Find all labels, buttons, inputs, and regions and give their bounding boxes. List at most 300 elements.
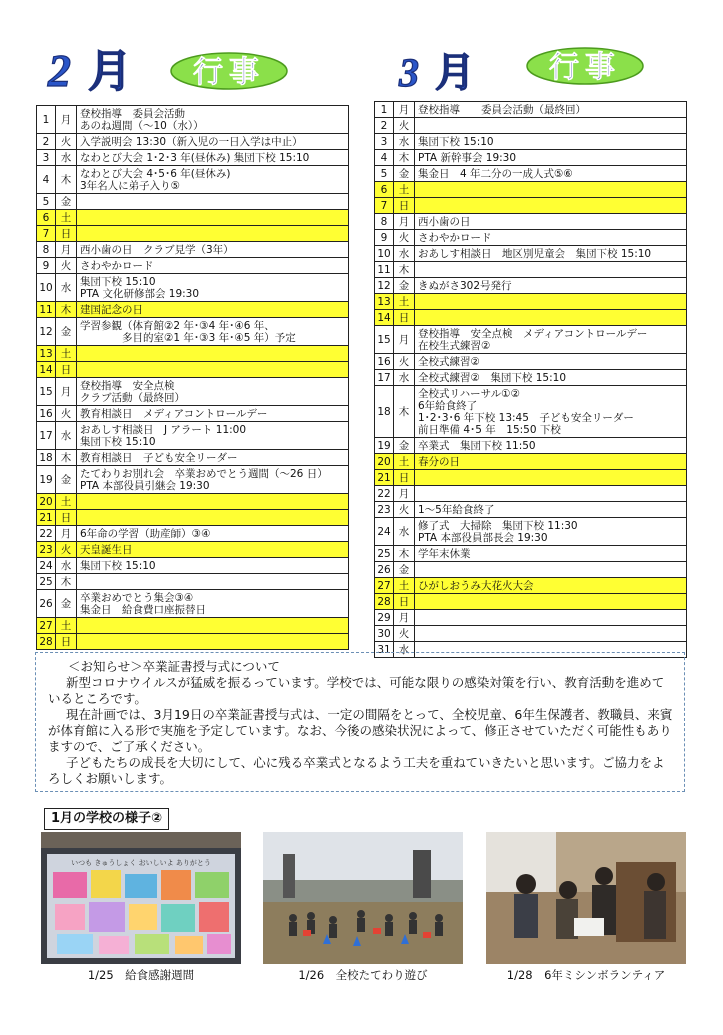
event-cell: [77, 346, 349, 362]
day-number: 21: [37, 510, 56, 526]
calendar-row: [37, 134, 349, 150]
weekday: 月: [394, 486, 415, 502]
march-calendar: [374, 101, 687, 658]
day-number: 30: [375, 626, 394, 642]
event-line: [418, 612, 683, 624]
event-line: 全校式練習②: [418, 355, 480, 368]
weekday: 火: [394, 118, 415, 134]
weekday: 水: [394, 642, 415, 658]
calendar-row: [37, 274, 349, 302]
event-line: なわとび大会 4･5･6 年(昼休み): [80, 167, 231, 180]
calendar-row: [37, 194, 349, 210]
event-line: 1～5年給食終了: [418, 503, 495, 516]
weekday: 土: [394, 294, 415, 310]
calendar-row: [375, 150, 687, 166]
photo-sewing-volunteer: [486, 832, 686, 964]
event-cell: [415, 578, 687, 594]
event-line: 教育相談日 子ども安全リーダー: [80, 451, 238, 464]
event-cell: [415, 562, 687, 578]
weekday: 月: [56, 526, 77, 542]
event-line: PTA 新幹事会 19:30: [418, 151, 517, 164]
mar-heading-number: 3: [399, 50, 419, 94]
event-cell: [77, 302, 349, 318]
march-heading: [395, 44, 655, 94]
event-line: [418, 200, 683, 212]
event-cell: [415, 182, 687, 198]
event-line: 教育相談日 メディアコントロールデー: [80, 407, 268, 420]
event-cell: [77, 558, 349, 574]
day-number: 12: [37, 318, 56, 346]
day-number: 13: [37, 346, 56, 362]
day-number: 23: [37, 542, 56, 558]
calendar-row: [37, 526, 349, 542]
event-cell: [77, 634, 349, 650]
calendar-row: [375, 198, 687, 214]
day-number: 22: [375, 486, 394, 502]
calendar-row: [375, 386, 687, 438]
weekday: 木: [56, 166, 77, 194]
feb-heading-number: 2: [48, 45, 71, 94]
weekday: 月: [394, 326, 415, 354]
event-line: きぬがさ302号発行: [418, 279, 512, 292]
day-number: 6: [375, 182, 394, 198]
event-line: 西小歯の日 クラブ見学（3年）: [80, 243, 234, 256]
weekday: 日: [394, 310, 415, 326]
day-number: 25: [375, 546, 394, 562]
day-number: 16: [37, 406, 56, 422]
event-cell: [415, 594, 687, 610]
calendar-row: [375, 118, 687, 134]
day-number: 28: [37, 634, 56, 650]
event-cell: [77, 378, 349, 406]
event-line: 集金日 給食費口座振替日: [80, 603, 206, 616]
event-line: [418, 472, 683, 484]
event-line: [80, 228, 345, 240]
calendar-row: [37, 574, 349, 590]
event-line: [80, 196, 345, 208]
day-number: 8: [375, 214, 394, 230]
calendar-row: [37, 406, 349, 422]
day-number: 20: [375, 454, 394, 470]
weekday: 土: [394, 578, 415, 594]
event-cell: [77, 494, 349, 510]
calendar-row: [375, 326, 687, 354]
event-line: 天皇誕生日: [80, 543, 133, 556]
event-line: [80, 348, 345, 360]
calendar-row: [375, 134, 687, 150]
event-cell: [77, 242, 349, 258]
calendar-row: [375, 486, 687, 502]
day-number: 29: [375, 610, 394, 626]
event-line: 学年末休業: [418, 547, 471, 560]
day-number: 18: [375, 386, 394, 438]
event-line: [418, 564, 683, 576]
event-cell: [415, 198, 687, 214]
calendar-row: [37, 106, 349, 134]
day-number: 19: [375, 438, 394, 454]
day-number: 28: [375, 594, 394, 610]
weekday: 日: [394, 470, 415, 486]
event-line: 6年給食終了: [418, 399, 478, 412]
day-number: 24: [37, 558, 56, 574]
day-number: 16: [375, 354, 394, 370]
day-number: 6: [37, 210, 56, 226]
calendar-row: [37, 302, 349, 318]
calendar-row: [37, 362, 349, 378]
day-number: 10: [375, 246, 394, 262]
event-line: 卒業おめでとう集会③④: [80, 591, 194, 604]
day-number: 14: [375, 310, 394, 326]
weekday: 水: [394, 246, 415, 262]
event-line: [80, 212, 345, 224]
event-cell: [77, 406, 349, 422]
day-number: 4: [37, 166, 56, 194]
event-line: さわやかロード: [418, 231, 492, 244]
weekday: 土: [56, 210, 77, 226]
day-number: 11: [37, 302, 56, 318]
calendar-row: [375, 546, 687, 562]
event-cell: [77, 150, 349, 166]
weekday: 日: [56, 510, 77, 526]
weekday: 木: [394, 546, 415, 562]
calendar-row: [375, 230, 687, 246]
day-number: 9: [37, 258, 56, 274]
calendar-row: [37, 618, 349, 634]
calendar-row: [37, 510, 349, 526]
weekday: 水: [56, 150, 77, 166]
event-line: 学習参観（体育館②2 年･③4 年･④6 年、: [80, 319, 275, 332]
weekday: 火: [394, 230, 415, 246]
weekday: 土: [56, 618, 77, 634]
event-line: 卒業式 集団下校 11:50: [418, 439, 536, 452]
event-line: さわやかロード: [80, 259, 154, 272]
event-cell: [415, 354, 687, 370]
event-cell: [77, 466, 349, 494]
weekday: 月: [394, 102, 415, 118]
event-cell: [415, 310, 687, 326]
event-cell: [77, 362, 349, 378]
day-number: 21: [375, 470, 394, 486]
event-line: 多目的室②1 年･③3 年･④5 年）予定: [80, 331, 296, 344]
weekday: 火: [394, 354, 415, 370]
event-cell: [415, 546, 687, 562]
calendar-row: [375, 278, 687, 294]
weekday: 木: [56, 302, 77, 318]
february-calendar: [36, 105, 349, 650]
calendar-row: [375, 354, 687, 370]
event-line: PTA 本部役員引継会 19:30: [80, 479, 210, 492]
event-cell: [415, 294, 687, 310]
event-line: [418, 184, 683, 196]
calendar-row: [375, 454, 687, 470]
weekday: 月: [394, 610, 415, 626]
event-line: 建国記念の日: [80, 303, 143, 316]
event-line: 3年名人に弟子入り⑤: [80, 179, 181, 192]
event-line: [80, 576, 345, 588]
banner-text: いつも きゅうしょく おいしいよ ありがとう: [71, 859, 211, 867]
calendar-row: [37, 318, 349, 346]
event-line: [80, 496, 345, 508]
event-line: [418, 120, 683, 132]
event-line: なわとび大会 1･2･3 年(昼休み) 集団下校 15:10: [80, 151, 310, 164]
event-line: 前日準備 4･5 年 15:50 下校: [418, 423, 561, 436]
day-number: 1: [37, 106, 56, 134]
weekday: 水: [56, 422, 77, 450]
weekday: 火: [394, 626, 415, 642]
calendar-row: [37, 378, 349, 406]
day-number: 20: [37, 494, 56, 510]
weekday: 日: [394, 594, 415, 610]
weekday: 月: [56, 242, 77, 258]
notice-paragraph: 新型コロナウイルスが猛威を振るっています。学校では、可能な限りの感染対策を行い、教育活動を進めているところです。: [48, 675, 665, 706]
event-cell: [415, 370, 687, 386]
event-line: 登校指導 安全点検: [80, 379, 175, 392]
event-line: クラブ活動（最終回）: [80, 391, 185, 404]
event-line: 在校生式練習②: [418, 339, 491, 352]
event-line: たてわりお別れ会 卒業おめでとう週間（～26 日）: [80, 467, 328, 480]
event-cell: [415, 166, 687, 182]
event-line: [418, 312, 683, 324]
event-line: [418, 264, 683, 276]
day-number: 9: [375, 230, 394, 246]
notice-paragraph: 子どもたちの成長を大切にして、心に残る卒業式となるよう工夫を重ねていきたいと思います。ご協力をよろしくお願いします。: [48, 755, 665, 786]
event-line: あのね週間（～10（水））: [80, 119, 204, 132]
calendar-row: [37, 150, 349, 166]
weekday: 木: [56, 574, 77, 590]
event-line: 入学説明会 13:30（新入児の一日入学は中止）: [80, 135, 303, 148]
event-cell: [77, 526, 349, 542]
event-line: おあしす相談日 J アラート 11:00: [80, 423, 247, 436]
calendar-row: [375, 518, 687, 546]
event-line: [80, 636, 345, 648]
calendar-row: [375, 578, 687, 594]
calendar-row: [375, 502, 687, 518]
event-line: PTA 文化研修部会 19:30: [80, 287, 200, 300]
weekday: 金: [394, 438, 415, 454]
weekday: 木: [56, 450, 77, 466]
event-cell: [77, 590, 349, 618]
event-line: 全校式リハーサル①②: [418, 387, 520, 400]
weekday: 土: [56, 494, 77, 510]
weekday: 火: [56, 406, 77, 422]
calendar-row: [37, 494, 349, 510]
calendar-row: [37, 258, 349, 274]
day-number: 2: [37, 134, 56, 150]
calendar-row: [375, 610, 687, 626]
mar-heading-event: 行事: [549, 50, 621, 85]
event-cell: [415, 150, 687, 166]
event-cell: [77, 166, 349, 194]
day-number: 5: [37, 194, 56, 210]
weekday: 火: [56, 134, 77, 150]
event-line: 登校指導 安全点検 メディアコントロールデー: [418, 327, 648, 340]
calendar-row: [37, 590, 349, 618]
calendar-row: [37, 558, 349, 574]
event-line: 1･2･3･6 年下校 13:45 子ども安全リーダー: [418, 411, 634, 424]
day-number: 26: [37, 590, 56, 618]
calendar-row: [37, 542, 349, 558]
event-line: 春分の日: [418, 455, 460, 468]
calendar-row: [37, 346, 349, 362]
day-number: 3: [375, 134, 394, 150]
event-cell: [77, 210, 349, 226]
day-number: 11: [375, 262, 394, 278]
day-number: 7: [37, 226, 56, 242]
notice-paragraph: 現在計画では、3月19日の卒業証書授与式は、一定の間隔をとって、全校児童、6年生保護者、教職員、来賓が体育館に入る形で実施を予定しています。なお、今後の感染状況によって、修正させていただく可能性もありますので、ご了承ください。: [48, 707, 673, 754]
event-cell: [415, 118, 687, 134]
event-line: [418, 628, 683, 640]
calendar-row: [375, 102, 687, 118]
day-number: 7: [375, 198, 394, 214]
event-line: 6年命の学習（助産師）③④: [80, 527, 211, 540]
photo-group-play: [263, 832, 463, 964]
event-cell: [77, 510, 349, 526]
event-line: [418, 488, 683, 500]
weekday: 日: [394, 198, 415, 214]
event-cell: [415, 438, 687, 454]
event-cell: [415, 454, 687, 470]
day-number: 12: [375, 278, 394, 294]
event-cell: [77, 422, 349, 450]
event-cell: [415, 230, 687, 246]
event-line: おあしす相談日 地区別児童会 集団下校 15:10: [418, 247, 652, 260]
calendar-row: [375, 246, 687, 262]
event-cell: [415, 486, 687, 502]
day-number: 17: [375, 370, 394, 386]
weekday: 金: [56, 590, 77, 618]
weekday: 水: [56, 274, 77, 302]
event-line: 全校式練習② 集団下校 15:10: [418, 371, 567, 384]
weekday: 金: [394, 562, 415, 578]
event-line: 集団下校 15:10: [80, 435, 156, 448]
event-cell: [415, 518, 687, 546]
weekday: 木: [394, 386, 415, 438]
day-number: 22: [37, 526, 56, 542]
weekday: 金: [56, 318, 77, 346]
event-line: [80, 364, 345, 376]
event-cell: [415, 610, 687, 626]
event-cell: [77, 574, 349, 590]
event-cell: [77, 194, 349, 210]
event-cell: [77, 274, 349, 302]
weekday: 金: [56, 466, 77, 494]
calendar-row: [375, 470, 687, 486]
event-cell: [415, 626, 687, 642]
calendar-row: [37, 450, 349, 466]
weekday: 水: [394, 134, 415, 150]
weekday: 日: [56, 226, 77, 242]
event-cell: [77, 106, 349, 134]
day-number: 23: [375, 502, 394, 518]
event-line: 集団下校 15:10: [80, 275, 156, 288]
event-cell: [415, 386, 687, 438]
weekday: 金: [56, 194, 77, 210]
day-number: 3: [37, 150, 56, 166]
calendar-row: [375, 562, 687, 578]
weekday: 水: [394, 518, 415, 546]
day-number: 27: [375, 578, 394, 594]
calendar-row: [375, 214, 687, 230]
event-cell: [77, 318, 349, 346]
weekday: 水: [56, 558, 77, 574]
weekday: 木: [394, 150, 415, 166]
event-cell: [415, 502, 687, 518]
notice-box: [35, 652, 685, 792]
photo-lunch-thanks: [41, 832, 241, 964]
event-line: 登校指導 委員会活動: [80, 107, 185, 120]
event-cell: [77, 450, 349, 466]
event-cell: [415, 470, 687, 486]
weekday: 金: [394, 278, 415, 294]
day-number: 5: [375, 166, 394, 182]
day-number: 14: [37, 362, 56, 378]
weekday: 日: [56, 362, 77, 378]
event-cell: [77, 618, 349, 634]
calendar-row: [375, 370, 687, 386]
event-cell: [415, 262, 687, 278]
event-line: [418, 596, 683, 608]
day-number: 8: [37, 242, 56, 258]
mar-heading-month: 月: [435, 50, 475, 94]
feb-heading-month: 月: [88, 46, 132, 94]
event-cell: [415, 278, 687, 294]
event-cell: [77, 258, 349, 274]
event-cell: [77, 226, 349, 242]
calendar-row: [375, 310, 687, 326]
day-number: 24: [375, 518, 394, 546]
calendar-row: [375, 166, 687, 182]
day-number: 10: [37, 274, 56, 302]
event-line: [80, 512, 345, 524]
event-line: 西小歯の日: [418, 215, 471, 228]
event-line: 集団下校 15:10: [80, 559, 156, 572]
weekday: 月: [56, 378, 77, 406]
photo-caption: 1/26 全校たてわり遊び: [298, 968, 428, 982]
calendar-row: [37, 226, 349, 242]
event-line: 集金日 4 年二分の一成人式⑤⑥: [418, 167, 573, 180]
weekday: 水: [394, 370, 415, 386]
notice-title: ＜お知らせ＞卒業証書授与式について: [68, 659, 280, 674]
weekday: 火: [394, 502, 415, 518]
weekday: 月: [56, 106, 77, 134]
day-number: 4: [375, 150, 394, 166]
day-number: 25: [37, 574, 56, 590]
day-number: 17: [37, 422, 56, 450]
calendar-row: [37, 422, 349, 450]
day-number: 27: [37, 618, 56, 634]
weekday: 土: [394, 182, 415, 198]
event-line: [418, 296, 683, 308]
weekday: 日: [56, 634, 77, 650]
weekday: 金: [394, 166, 415, 182]
weekday: 土: [394, 454, 415, 470]
photo-caption: 1/28 6年ミシンボランティア: [506, 968, 666, 982]
calendar-row: [37, 466, 349, 494]
calendar-row: [37, 242, 349, 258]
calendar-row: [375, 182, 687, 198]
event-line: ひがしおうみ大花火大会: [418, 579, 534, 592]
calendar-row: [375, 262, 687, 278]
calendar-row: [375, 294, 687, 310]
photos-section-title: 1月の学校の様子②: [44, 808, 169, 830]
day-number: 31: [375, 642, 394, 658]
weekday: 火: [56, 542, 77, 558]
calendar-row: [37, 210, 349, 226]
event-cell: [415, 102, 687, 118]
calendar-row: [37, 166, 349, 194]
calendar-row: [375, 438, 687, 454]
photo-caption: 1/25 給食感謝週間: [87, 968, 195, 982]
